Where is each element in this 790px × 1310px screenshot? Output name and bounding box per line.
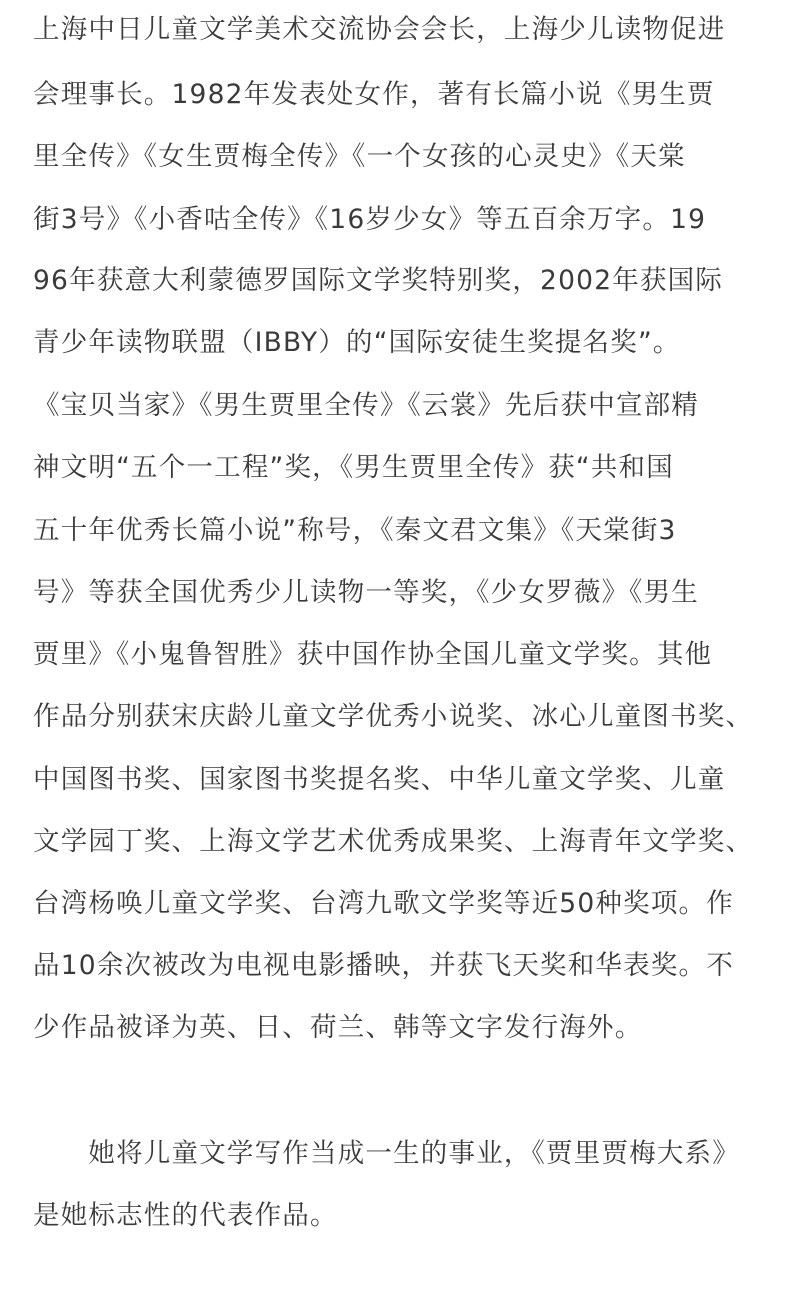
text-line: 作品分别获宋庆龄儿童文学优秀小说奖、冰心儿童图书奖、	[33, 701, 754, 732]
text-line: 《宝贝当家》《男生贾里全传》《云裳》先后获中宣部精	[33, 390, 699, 421]
text-line: 神文明“五个一工程”奖，《男生贾里全传》获“共和国	[33, 452, 674, 483]
text-line: 会理事长。1982年发表处女作，著有长篇小说《男生贾	[33, 79, 715, 110]
text-line: 贾里》《小鬼鲁智胜》获中国作协全国儿童文学奖。其他	[33, 639, 713, 670]
text-line: 中国图书奖、国家图书奖提名奖、中华儿童文学奖、儿童	[33, 764, 726, 795]
text-line: 96年获意大利蒙德罗国际文学奖特别奖，2002年获国际	[33, 265, 724, 296]
text-line: 里全传》《女生贾梅全传》《一个女孩的心灵史》《天棠	[33, 141, 686, 172]
text-line: 品10余次被改为电视电影播映，并获飞天奖和华表奖。不	[33, 950, 734, 981]
text-line: 上海中日儿童文学美术交流协会会长，上海少儿读物促进	[33, 14, 726, 45]
text-line: 她将儿童文学写作当成一生的事业，《贾里贾梅大系》	[33, 1138, 740, 1169]
text-line: 台湾杨唤儿童文学奖、台湾九歌文学奖等近50种奖项。作	[33, 888, 734, 919]
text-line: 五十年优秀长篇小说”称号，《秦文君文集》《天棠街3	[33, 515, 677, 546]
text-line: 文学园丁奖、上海文学艺术优秀成果奖、上海青年文学奖、	[33, 826, 754, 857]
text-line: 号》等获全国优秀少儿读物一等奖，《少女罗薇》《男生	[33, 577, 699, 608]
text-line: 是她标志性的代表作品。	[33, 1200, 338, 1231]
text-line: 街3号》《小香咕全传》《16岁少女》等五百余万字。19	[33, 204, 707, 235]
text-line: 少作品被译为英、日、荷兰、韩等文字发行海外。	[33, 1012, 643, 1043]
text-line: 青少年读物联盟（IBBY）的“国际安徒生奖提名奖”。	[33, 327, 681, 358]
